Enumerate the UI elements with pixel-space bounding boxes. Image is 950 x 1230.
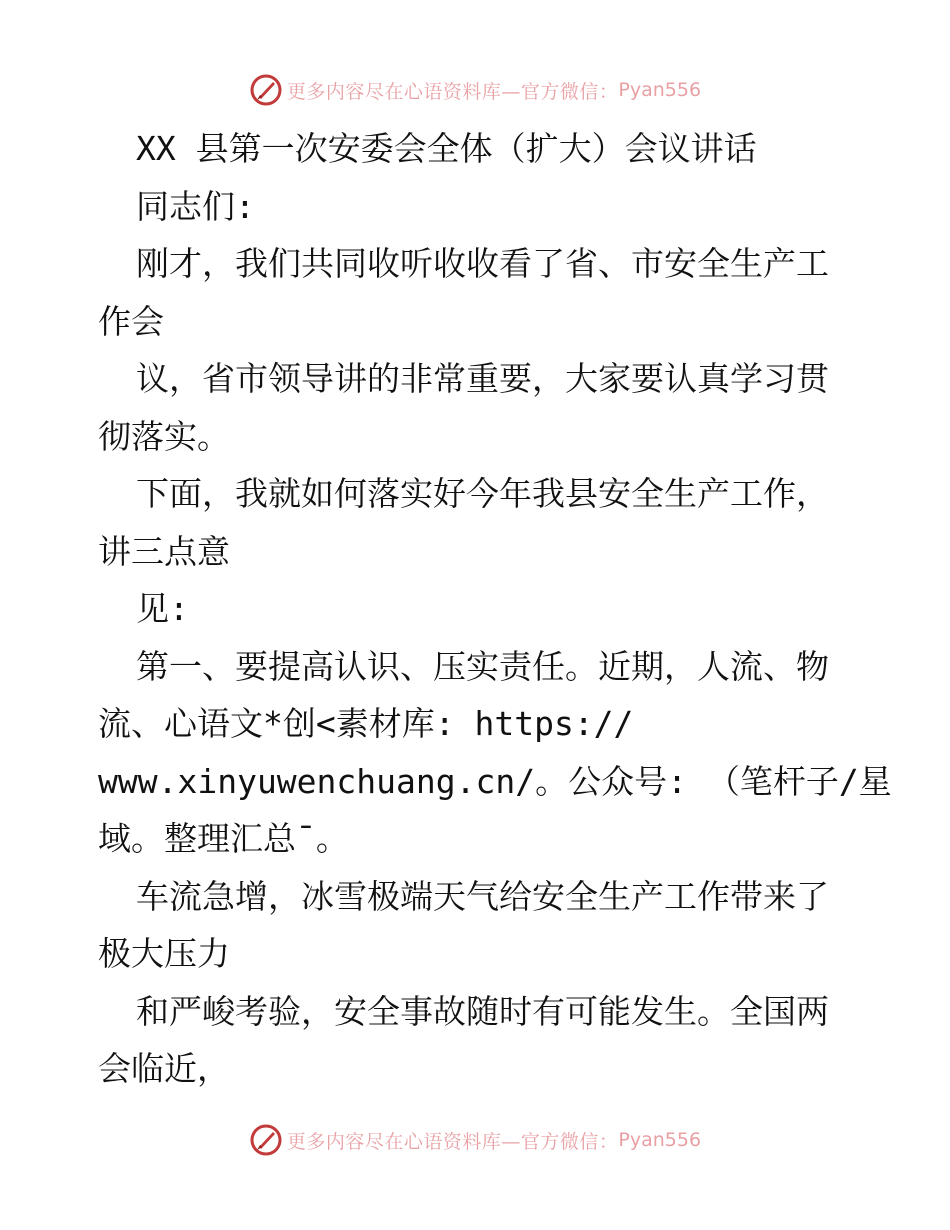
text-line: 同志们:	[136, 186, 255, 226]
quill-logo-icon	[249, 73, 283, 107]
text-line: 讲三点意	[98, 531, 230, 571]
text-line: 议，省市领导讲的非常重要，大家要认真学习贯	[136, 359, 829, 398]
banner-text: 更多内容尽在心语资料库—官方微信：	[286, 80, 619, 103]
banner-text: 更多内容尽在心语资料库—官方微信：	[286, 1130, 619, 1153]
text-line: 作会	[98, 301, 164, 341]
text-line: 见:	[136, 589, 189, 628]
text-line: 下面，我就如何落实好今年我县安全生产工作，	[136, 474, 829, 513]
banner-wechat-id: Pyan556	[618, 79, 702, 101]
speech-body	[98, 120, 892, 1098]
text-line: 流、心语文*创<素材库: https://	[98, 704, 634, 743]
text-line: 域。整理汇总¯。	[98, 819, 349, 858]
text-line: 会临近，	[98, 1049, 230, 1088]
text-line: www.xinyuwenchuang.cn/。公众号: （笔杆子/星	[98, 761, 892, 801]
quill-logo-icon	[249, 1123, 283, 1157]
banner-wechat-id: Pyan556	[618, 1129, 702, 1151]
text-line: 第一、要提高认识、压实责任。近期，人流、物	[136, 646, 829, 686]
text-line: 极大压力	[98, 934, 230, 973]
text-line: 和严峻考验，安全事故随时有可能发生。全国两	[136, 991, 829, 1031]
header-banner	[0, 70, 950, 110]
text-line: 车流急增，冰雪极端天气给安全生产工作带来了	[136, 876, 829, 916]
footer-banner	[0, 1120, 950, 1160]
text-line: 刚才，我们共同收听收收看了省、市安全生产工	[136, 244, 829, 283]
text-line: 彻落实。	[98, 416, 230, 456]
speech-title: XX 县第一次安委会全体（扩大）会议讲话	[136, 129, 757, 168]
